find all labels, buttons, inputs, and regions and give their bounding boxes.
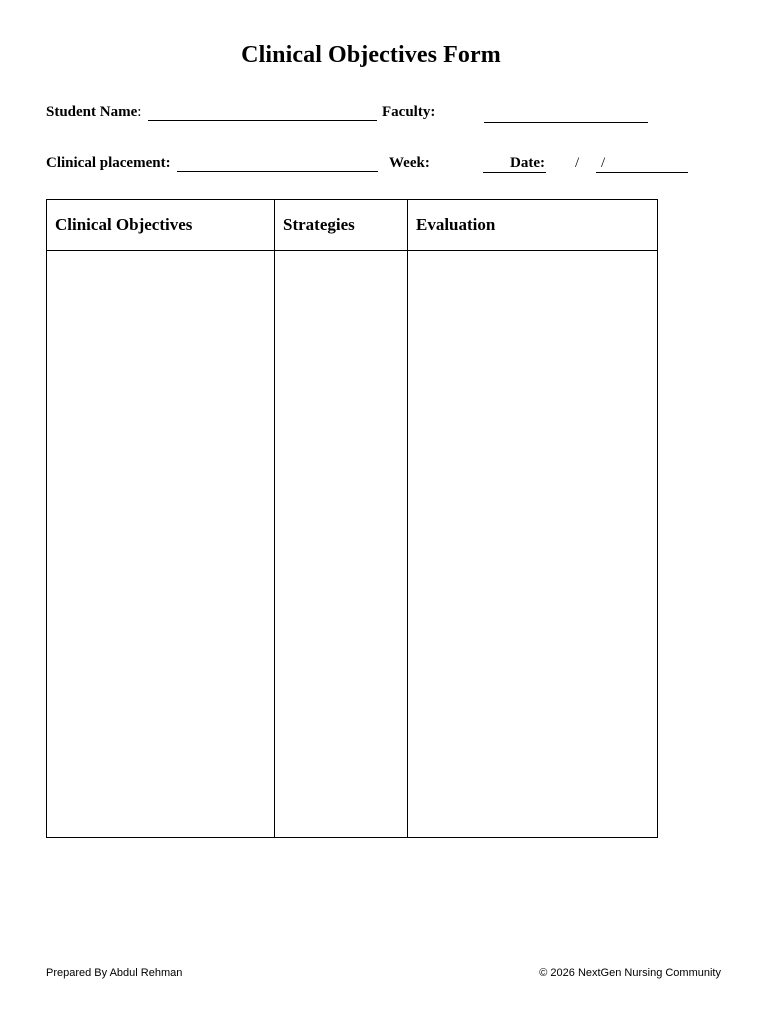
- student-name-colon: :: [137, 104, 142, 120]
- column-header-clinical-objectives: Clinical Objectives: [47, 200, 275, 251]
- clinical-objectives-cell[interactable]: [47, 251, 275, 838]
- table-row: [47, 251, 658, 838]
- week-field[interactable]: [483, 172, 546, 173]
- date-label: Date:: [510, 155, 545, 171]
- date-separator-2: /: [601, 155, 606, 171]
- footer-prepared-by: Prepared By Abdul Rehman: [46, 967, 183, 979]
- table-header-row: [47, 200, 658, 251]
- student-name-label: [46, 104, 141, 121]
- student-name-field[interactable]: [148, 120, 377, 121]
- clinical-placement-label: Clinical placement:: [46, 155, 171, 171]
- date-separator-1: /: [575, 155, 580, 171]
- date-field[interactable]: [596, 172, 688, 173]
- evaluation-cell[interactable]: [408, 251, 658, 838]
- faculty-label: Faculty:: [382, 104, 436, 120]
- column-header-evaluation: Evaluation: [408, 200, 658, 251]
- clinical-objectives-table: [46, 199, 658, 838]
- page-title: Clinical Objectives Form: [241, 42, 501, 68]
- strategies-cell[interactable]: [275, 251, 408, 838]
- footer-copyright: © 2026 NextGen Nursing Community: [539, 967, 721, 979]
- student-name-label-text: Student Name: [46, 104, 138, 120]
- clinical-placement-field[interactable]: [177, 171, 378, 172]
- week-label: Week:: [389, 155, 430, 171]
- faculty-field[interactable]: [484, 122, 648, 123]
- column-header-strategies: Strategies: [275, 200, 408, 251]
